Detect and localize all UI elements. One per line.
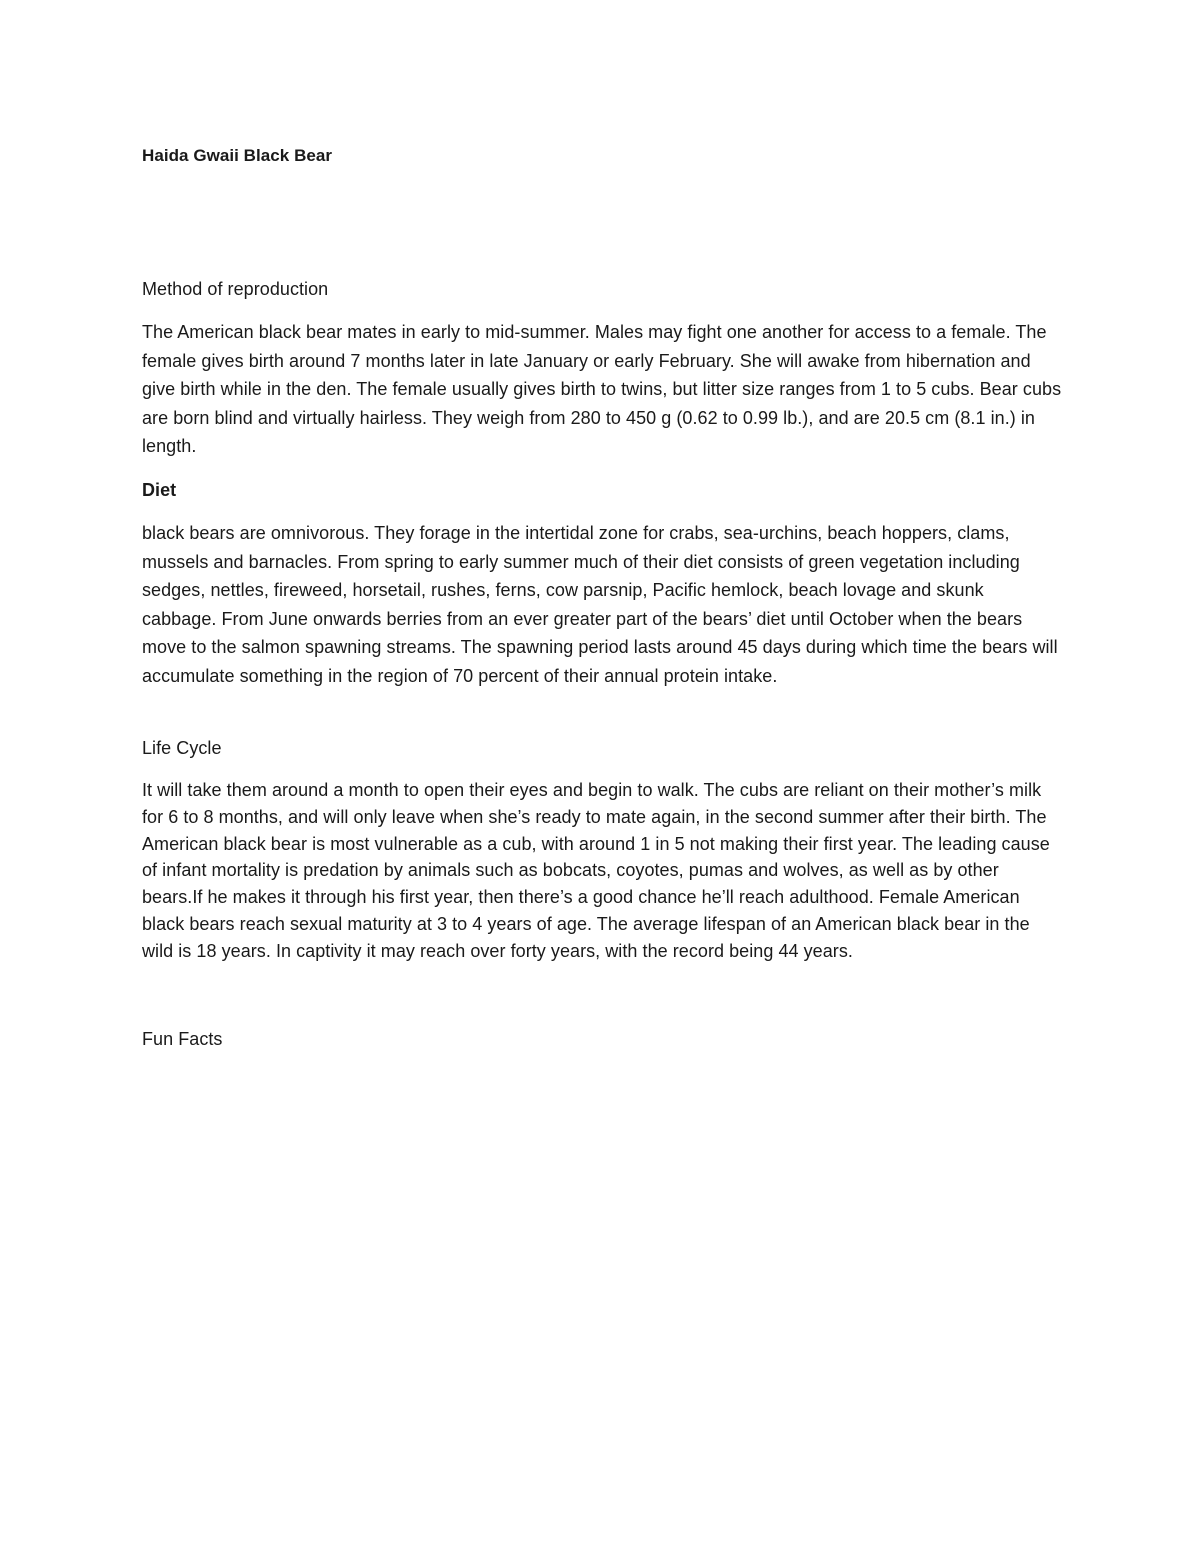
document-title: Haida Gwaii Black Bear <box>142 146 333 165</box>
reproduction-paragraph: The American black bear mates in early to mid-summer. Males may fight one another for access to a female. The female gives birth around 7 months later in late January or early February. She will awake from hibernation and give birth while in the den. The female usually gives birth to twins, but litter size ranges from 1 to 5 cubs. Bear cubs are born blind and virtually hairless. They weigh from 280 to 450 g (0.62 to 0.99 lb.), and are 20.5 cm (8.1 in.) in length. <box>142 322 1062 456</box>
life-cycle-heading: Life Cycle <box>142 738 222 758</box>
life-cycle-paragraph: It will take them around a month to open their eyes and begin to walk. The cubs are reliant on their mother’s milk for 6 to 8 months, and will only leave when she’s ready to mate again, in the second summer after their birth. The American black bear is most vulnerable as a cub, with around 1 in 5 not making their first year. The leading cause of infant mortality is predation by animals such as bobcats, coyotes, pumas and wolves, as well as by other bears.If he makes it through his first year, then there’s a good chance he’ll reach adulthood. Female American black bears reach sexual maturity at 3 to 4 years of age. The average lifespan of an American black bear in the wild is 18 years. In captivity it may reach over forty years, with the record being 44 years. <box>142 780 1050 961</box>
diet-paragraph: black bears are omnivorous. They forage in the intertidal zone for crabs, sea-urchins, beach hoppers, clams, mussels and barnacles. From spring to early summer much of their diet consists of green vegetation including sedges, nettles, fireweed, horsetail, rushes, ferns, cow parsnip, Pacific hemlock, beach lovage and skunk cabbage. From June onwards berries from an ever greater part of the bears’ diet until October when the bears move to the salmon spawning streams. The spawning period lasts around 45 days during which time the bears will accumulate something in the region of 70 percent of their annual protein intake. <box>142 523 1058 686</box>
reproduction-heading: Method of reproduction <box>142 279 329 299</box>
fun-facts-heading: Fun Facts <box>142 1029 223 1049</box>
diet-heading: Diet <box>142 480 177 500</box>
